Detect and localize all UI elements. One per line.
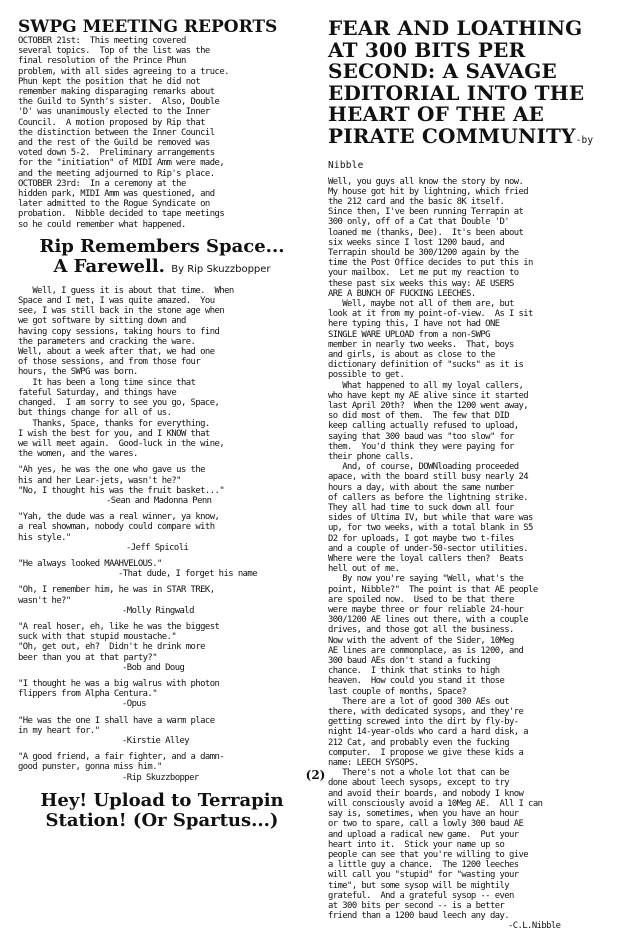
- quote-item: [18, 512, 306, 553]
- meeting-reports-body: OCTOBER 21st: This meeting covered several topics. Top of the list was the final resolution of the Prince Phun problem, with all sides agreeing to a truce. Phun kept the position that he did not remember making disparaging remarks about the Guild to Synth's sister. Also, Double 'D' was unanimously elected to the Inner Council. A motion proposed by Rip that the distinction between the Inner Council and the rest of the Guild be removed was voted down 5-2. Preliminary arrangements for the "initiation" of MIDI Amm were made, and the meeting adjourned to Rip's place. OCTOBER 23rd: In a ceremony at the hidden park, MIDI Amm was questioned, and later admitted to the Rogue Syndicate on probation. Nibble decided to tape meetings so he could remember what happened.: [18, 36, 229, 230]
- quote-attribution: -Molly Ringwald: [122, 605, 194, 616]
- farewell-heading: [18, 237, 306, 280]
- quote-text: "A real hoser, eh, like he was the biggest suck with that stupid moustache." "Oh, get out, eh? Didn't he drink more beer than you at that party?": [18, 621, 220, 663]
- quote-text: "Ah yes, he was the one who gave us the his and her Lear-jets, wasn't he?" "No, I thought his was the fruit basket...": [18, 465, 225, 496]
- quote-attribution: -Kirstie Alley: [122, 735, 190, 746]
- quote-attribution: -That dude, I forget his name: [118, 569, 258, 580]
- quote-attribution: -Sean and Madonna Penn: [106, 495, 212, 506]
- quote-text: "He was the one I shall have a warm place in my heart for.": [18, 715, 215, 736]
- right-column: [328, 18, 618, 932]
- left-column: [18, 18, 306, 831]
- editorial-byline: -by Nibble: [328, 134, 594, 171]
- quote-text: "Oh, I remember him, he was in STAR TREK, wasn't he?": [18, 585, 215, 606]
- quote-item: [18, 622, 306, 673]
- meeting-reports-heading: SWPG MEETING REPORTS: [18, 17, 278, 37]
- editorial-body: Well, you guys all know the story by now. My house got hit by lightning, which fried the 212 card and the basic 8K itself. Since then, I've been running Terrapin at 300 only, off of a Cat that Double 'D' loaned me (thanks, Dee). It's been about six weeks since I lost 1200 baud, and Terrapin should be 300/1200 again by the time the Post Office decides to put this in your mailbox. Let me put my reaction to these past six weeks this way: AE USERS ARE A BUNCH OF FUCKING LEECHES. Well, maybe not all of them are, but look at it from my point-of-view. As I sit here typing this, I have not had ONE SINGLE WARE UPLOAD from a non-SWPG member in nearly two weeks. That, boys and girls, is about as close to the dictionary definition of "sucks" as it is possible to get. What happened to all my loyal callers, who have kept my AE alive since it started last April 20th? When the 1200 went away, so did most of them. The few that DID keep calling actually refused to upload, saying that 300 baud was "too slow" for them. You'd think they were paying for their phone calls. And, of course, DOWNloading proceeded apace, with the board still busy nearly 24 hours a day, with about the same number of callers as before the lightning strike. They all had time to suck down all four sides of Ultima IV, but while that ware was up, for two weeks, with a total blank in S5 D2 for uploads, I got maybe two t-files and a couple of under-50-sector utilities. Where were the loyal callers then? Beats hell out of me. By now you're saying "Well, what's the point, Nibble?" The point is that AE people are spoiled now. Used to be that there were maybe three or four reliable 24-hour 300/1200 AE lines out there, with a couple drives, and those got all the business. Now with the advent of the Sider, 10Meg AE lines are commonplace, as is 1200, and 300 baud AEs don't stand a fucking chance. I think that stinks to high heaven. How could you stand it those last couple of months, Space? There are a lot of good 300 AEs out there, with dedicated sysops, and they're getting screwed into the dirt by fly-by- night 14-year-olds who card a hard disk, a 212 Cat, and probably even the fucking computer. I propose we give these kids a name: LEECH SYSOPS. There's not a whole lot that can be done about leech sysops, except to try and avoid their boards, and nobody I know will consciously avoid a 10Meg AE. All I can say is, sometimes, when you have an hour or two to spare, call a lowly 300 baud AE and upload a radical new game. Put your heart into it. Stick your name up so people can see that you're willing to give a little guy a chance. The 1200 leeches will call you "stupid" for "wasting your time", but some sysop will be mightily grateful. And a grateful sysop -- even at 300 bits per second -- is a better friend than a 1200 baud leech any day.: [328, 176, 543, 922]
- quote-text: "A good friend, a fair fighter, and a damn- good punster, gonna miss him.": [18, 752, 225, 773]
- editorial-heading: [328, 18, 618, 177]
- quote-item: [18, 559, 306, 579]
- upload-heading-line1: Hey! Upload to Terrapin: [40, 789, 284, 811]
- page-number: (2): [305, 768, 326, 782]
- upload-heading: [18, 791, 306, 831]
- quote-item: [18, 679, 306, 710]
- quote-text: "Yah, the dude was a real winner, ya know, a real showman, nobody could compare with his style.": [18, 512, 220, 543]
- editorial-heading-text: FEAR AND LOATHING AT 300 BITS PER SECOND: A SAVAGE EDITORIAL INTO THE HEART OF THE AE PIRATE COMMUNITY: [328, 16, 585, 148]
- farewell-body: Well, I guess it is about that time. When Space and I met, I was quite amazed. You see, I was still back in the stone age when we got software by sitting down and having copy sessions, taking hours to find the parameters and cracking the ware. Well, about a week after that, we had one of those sessions, and from those four hours, the SWPG was born. It has been a long time since that fateful Saturday, and things have changed. I am sorry to see you go, Space, but things change for all of us. Thanks, Space, thanks for everything. I wish the best for you, and I KNOW that we will meet again. Good-luck in the wine, the women, and the wares.: [18, 285, 234, 460]
- upload-heading-line2: Station! (Or Spartus...): [45, 809, 279, 831]
- quote-text: "He always looked MAAHVELOUS.": [18, 558, 162, 569]
- quote-item: [18, 716, 306, 747]
- quote-item: [18, 585, 306, 616]
- quotes-list: [18, 465, 306, 782]
- farewell-heading-line1: Rip Remembers Space...: [39, 235, 285, 257]
- quote-text: "I thought he was a big walrus with photon flippers from Alpha Centura.": [18, 678, 220, 700]
- editorial-signature: -C.L.Nibble: [508, 921, 561, 932]
- quote-attribution: -Opus: [122, 699, 146, 710]
- quote-attribution: -Jeff Spicoli: [126, 542, 189, 553]
- farewell-byline: By Rip Skuzzbopper: [171, 263, 271, 275]
- farewell-heading-line2: A Farewell.: [53, 255, 165, 277]
- quote-attribution: -Rip Skuzzbopper: [122, 772, 199, 783]
- quote-attribution: -Bob and Doug: [122, 662, 185, 673]
- quote-item: [18, 465, 306, 506]
